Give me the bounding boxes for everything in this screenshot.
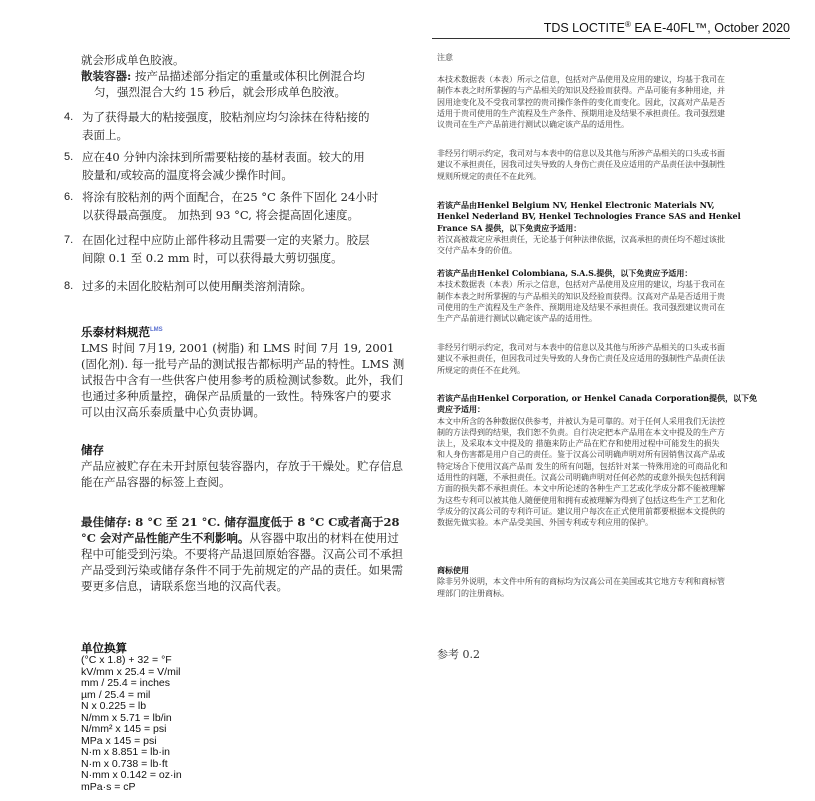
notice-paragraph-2 <box>437 148 794 182</box>
step-text: 在固化过程中应防止部件移动且需要一定的夹紧力。胶层 <box>82 233 370 247</box>
conversion-item: N/mm x 5.71 = lb/in <box>81 711 172 724</box>
notice-line: 非经另行明示约定，我司对与本表中的信息以及其他与所涉产品相关的口头或书面 <box>437 343 725 352</box>
disclaimer-line: 学成分的汉高公司的专利许可证。建议用户每次在正式使用前都要根据本文提供的 <box>437 506 725 516</box>
bulk-container-text: 按产品描述部分指定的重量或体积比例混合均 <box>131 69 365 83</box>
optimal-storage-line: 要更多信息，请联系您当地的汉高代表。 <box>81 579 288 593</box>
disclaimer-heading: France SA 提供，以下免责应予适用： <box>437 222 582 233</box>
trademark-heading: 商标使用 <box>437 565 469 575</box>
notice-line: 所规定的责任不在此列。 <box>437 365 525 375</box>
conversion-item: mm / 25.4 = inches <box>81 677 170 689</box>
optimal-storage-bold-2: °C 会对产品性能产生不利影响。 <box>81 531 250 545</box>
disclaimer-heading: 若该产品由Henkel Colombiana, S.A.S.提供，以下免责应予适用： <box>437 268 693 278</box>
lms-heading-text: 乐泰材料规范 <box>81 325 150 339</box>
disclaimer-line: 制的方法得到的结果，我们恕不负责。自行决定把本产品用在本文中提及的生产方 <box>437 427 725 437</box>
step-number: 4. <box>64 111 74 123</box>
disclaimer-europe <box>437 200 794 256</box>
notice-paragraph-3 <box>437 342 794 376</box>
lms-line: 可以由汉高乐泰质量中心负责协调。 <box>81 405 265 419</box>
step-number: 6. <box>64 191 74 203</box>
conversion-item: mPa·s = cP <box>81 780 136 793</box>
disclaimer-line: 适用性的问题，不承担责任。汉高公司明确声明对任何必然的或意外损失包括利润 <box>437 473 725 483</box>
optimal-storage-bold: 最佳储存: 8 °C 至 21 °C. 储存温度低于 8 °C C或者高于28 <box>81 515 400 529</box>
step-number: 5. <box>64 151 74 163</box>
notice-line: 建议不承担责任，但因我司过失导致的人身伤亡责任及应适用的强制性产品责任法 <box>437 354 725 364</box>
notice-line: 因用途变化及不受我司掌控的贵司操作条件的变化而变化。因此，汉高对产品是否 <box>437 97 725 107</box>
step-text: 过多的未固化胶粘剂可以使用酮类溶剂清除。 <box>82 279 312 293</box>
disclaimer-line: 法上，及采取本文中提及的 措施来防止产品在贮存和使用过程中可能发生的损失 <box>437 439 720 449</box>
conversion-item: N·m x 0.738 = lb·ft <box>81 757 168 770</box>
step-text-2: 间隙 0.1 至 0.2 mm 时，可以获得最大剪切强度。 <box>82 250 343 265</box>
lms-line: (固化剂). 每一批号产品的测试报告都标明产品的特性。LMS 测 <box>81 357 405 371</box>
disclaimer-line: 本技术数据表（本表）所示之信息，包括对产品使用及应用的建议，均基于我司在 <box>437 280 725 290</box>
storage-paragraph <box>81 458 407 490</box>
notice-line: 本技术数据表（本表）所示之信息，包括对产品使用及应用的建议，均基于我司在 <box>437 75 725 84</box>
step-text-2: 表面上。 <box>82 127 128 142</box>
disclaimer-line: 制作本表之时所掌握的与产品相关的知识及经验而获得。汉高对产品是否适用于贵 <box>437 291 725 301</box>
notice-line: 规则所规定的责任不在此列。 <box>437 171 541 181</box>
conversion-item: N x 0.225 = lb <box>81 700 147 712</box>
conversion-item: N·mm x 0.142 = oz·in <box>81 769 182 781</box>
trademark-line: 理部门的注册商标。 <box>437 588 509 598</box>
conversion-item: (°C x 1.8) + 32 = °F <box>81 654 172 666</box>
storage-heading: 储存 <box>81 443 104 457</box>
mixing-instructions <box>81 52 404 100</box>
conversion-heading: 单位换算 <box>81 641 127 655</box>
lms-paragraph <box>81 340 407 420</box>
disclaimer-north-america <box>437 393 794 529</box>
header-title: TDS LOCTITE <box>543 21 625 36</box>
disclaimer-line: 若汉高被裁定应承担责任，无论基于何种法律依据，汉高承担的责任均不超过该批 <box>437 234 725 244</box>
step-text: 将涂有胶粘剂的两个面配合，在25 °C 条件下固化 24小时 <box>82 190 379 204</box>
optimal-storage-line: 产品受到污染或储存条件不同于先前规定的产品的责任。如果需 <box>81 563 403 577</box>
header-title-rest: EA E-40FL™, October 2020 <box>630 21 790 36</box>
notice-line: 非经另行明示约定，我司对与本表中的信息以及其他与所涉产品相关的口头或书面 <box>437 149 725 158</box>
disclaimer-heading: 责应予适用： <box>437 404 485 415</box>
disclaimer-line: 和人身伤害都是用户自己的责任。鉴于汉高公司明确声明对所有因销售汉高产品或 <box>437 450 725 460</box>
notice-paragraph-1 <box>437 74 794 130</box>
optimal-storage-paragraph <box>81 514 407 594</box>
disclaimer-colombia <box>437 268 794 324</box>
lms-line: 试报告中含有一些供客户使用参考的质检测试参数。此外，我们 <box>81 373 403 387</box>
conversion-item: kV/mm x 25.4 = V/mil <box>81 665 181 678</box>
step-text: 应在40 分钟内涂抹到所需要粘接的基材表面。较大的用 <box>82 150 365 164</box>
notice-line: 议贵司在生产产品前进行测试以确定该产品的适用性。 <box>437 120 629 130</box>
lms-heading <box>81 324 163 340</box>
document-header <box>432 20 790 39</box>
reference-number: 参考 0.2 <box>437 648 480 661</box>
notice-line: 制作本表之时所掌握的与产品相关的知识及经验而获得。产品可能有多种用途，并 <box>437 86 725 96</box>
disclaimer-heading: 若该产品由Henkel Corporation, or Henkel Canada Corporation提供，以下免 <box>437 393 758 403</box>
disclaimer-heading: Henkel Nederland BV, Henkel Technologies France SAS and Henkel <box>437 211 741 222</box>
step-number: 7. <box>64 234 74 246</box>
bulk-container-text-2: 匀，强烈混合大约 15 秒后，就会形成单色胶液。 <box>94 85 346 99</box>
notice-line: 适用于贵司使用的生产流程及生产条件、预期用途及结果不承担责任。我司强烈建 <box>437 108 725 118</box>
disclaimer-line: 本文中所含的各种数据仅供参考，并被认为是可靠的。对于任何人采用我们无法控 <box>437 416 725 426</box>
step-text-2: 以获得最高强度。 加热到 93 °C, 将会提高固化速度。 <box>82 207 360 222</box>
trademark-line: 除非另外说明，本文件中所有的商标均为汉高公司在美国或其它地方专利和商标管 <box>437 577 725 587</box>
disclaimer-line: 方面的损失都不承担责任。本文中所论述的各种生产工艺或化学成分都不能被理解 <box>437 484 725 494</box>
lms-line: 也通过多种质量控，确保产品质量的一致性。特殊客户的要求 <box>81 389 392 403</box>
storage-line: 产品应被贮存在未开封原包装容器内，存放于干燥处。贮存信息 <box>81 459 403 473</box>
conversion-item: N·m x 8.851 = lb·in <box>81 746 170 758</box>
conversion-list <box>81 655 182 793</box>
conversion-item: N/mm² x 145 = psi <box>81 723 167 735</box>
notice-heading: 注意 <box>437 53 453 62</box>
step-text-2: 胶量和/或较高的温度将会减少操作时间。 <box>82 167 293 182</box>
lms-superscript: LMS <box>150 327 163 334</box>
disclaimer-line: 为这些专利可以被其他人随便使用和拥有或被理解为得到了包括这些生产工艺和化 <box>437 495 725 505</box>
optimal-storage-text: 从容器中取出的材料在使用过 <box>249 531 399 545</box>
bulk-container-label: 散装容器: <box>81 69 132 83</box>
disclaimer-line: 交付产品本身的价值。 <box>437 246 517 256</box>
step-text: 为了获得最大的粘接强度，胶粘剂应均匀涂抹在待粘接的 <box>82 110 370 124</box>
registered-mark: ® <box>624 20 631 29</box>
notice-line: 建议不承担责任，因我司过失导致的人身伤亡责任及应适用的产品责任法中强制性 <box>437 160 725 170</box>
conversion-item: MPa x 145 = psi <box>81 734 157 747</box>
disclaimer-line: 生产产品前进行测试以确定该产品的适用性。 <box>437 314 597 324</box>
disclaimer-heading: 若该产品由Henkel Belgium NV, Henkel Electronic Materials NV, <box>437 200 715 210</box>
step-number: 8. <box>64 280 74 292</box>
trademark-section <box>437 565 794 599</box>
optimal-storage-line: 程中可能受到污染。不要将产品退回原始容器。汉高公司不承担 <box>81 547 403 561</box>
storage-line: 能在产品容器的标签上查阅。 <box>81 475 231 489</box>
conversion-item: µm / 25.4 = mil <box>81 688 151 701</box>
lms-line: LMS 时间 7月19, 2001 (树脂) 和 LMS 时间 7月 19, 2001 <box>81 341 395 355</box>
mixing-continued-line: 就会形成单色胶液。 <box>81 53 185 67</box>
disclaimer-line: 数据先做实验。本产品受美国、外国专利或专利应用的保护。 <box>437 518 653 528</box>
disclaimer-line: 司使用的生产流程及生产条件、预期用途及结果不承担责任。我司强烈建议贵司在 <box>437 302 725 312</box>
disclaimer-line: 特定场合下使用汉高产品而 发生的所有问题，包括针对某一特殊用途的可商品化和 <box>437 461 728 471</box>
